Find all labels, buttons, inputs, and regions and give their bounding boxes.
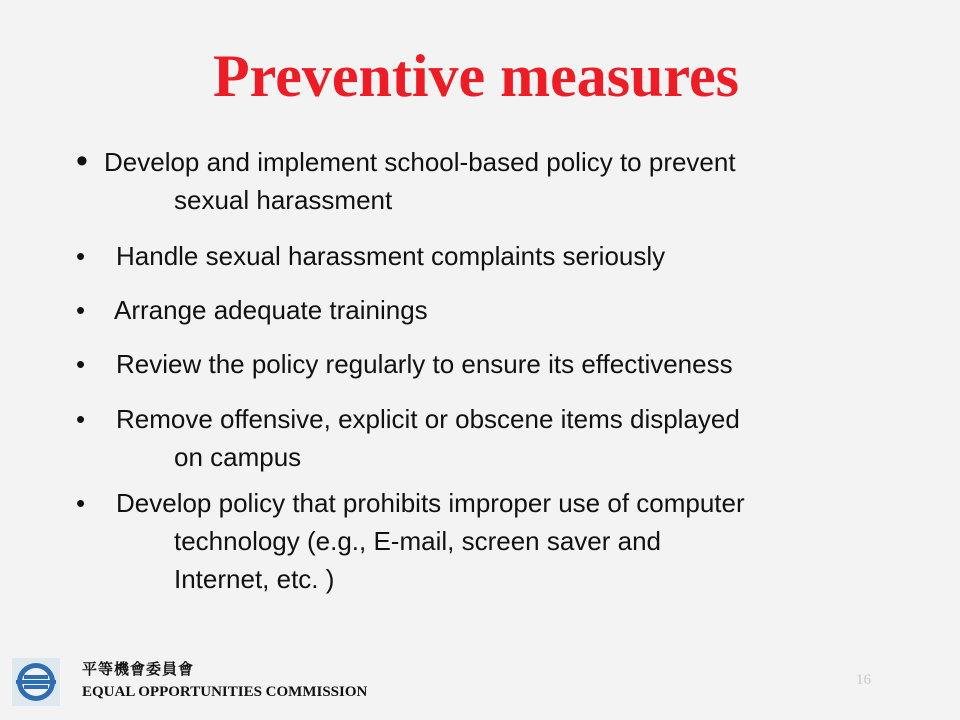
bullet-line-continued: technology (e.g., E-mail, screen saver and	[174, 526, 662, 556]
bullet-line: Develop and implement school-based policy to prevent	[104, 147, 736, 177]
bullet-line-continued: sexual harassment	[174, 185, 393, 215]
bullet-line: Remove offensive, explicit or obscene items displayed	[116, 404, 740, 434]
organization-name-english: EQUAL OPPORTUNITIES COMMISSION	[82, 684, 368, 700]
bullet-line: Arrange adequate trainings	[114, 295, 428, 325]
bullet-marker: •	[76, 295, 86, 325]
bullet-text	[104, 143, 894, 219]
bullet-line-continued: Internet, etc. )	[174, 564, 335, 594]
bullet-marker: •	[76, 241, 86, 271]
bullet-text	[116, 484, 906, 598]
eoc-logo-icon	[12, 658, 60, 706]
bullet-line: Review the policy regularly to ensure its effectiveness	[116, 349, 733, 379]
bullet-marker: •	[76, 404, 86, 434]
bullet-line: Handle sexual harassment complaints seriously	[116, 241, 666, 271]
bullet-line: Develop policy that prohibits improper use of computer	[116, 488, 745, 518]
bullet-marker: •	[76, 349, 86, 379]
bullet-text	[116, 237, 906, 275]
bullet-text	[116, 345, 906, 383]
bullet-line-continued: on campus	[174, 442, 302, 472]
bullet-marker: •	[76, 142, 88, 180]
organization-name-chinese: 平等機會委員會	[82, 660, 195, 678]
slide-title: Preventive measures	[213, 43, 739, 109]
bullet-text	[116, 400, 906, 476]
page-number: 16	[856, 672, 871, 688]
bullet-text	[114, 291, 904, 329]
slide-footer	[0, 650, 960, 720]
bullet-marker: •	[76, 488, 86, 518]
